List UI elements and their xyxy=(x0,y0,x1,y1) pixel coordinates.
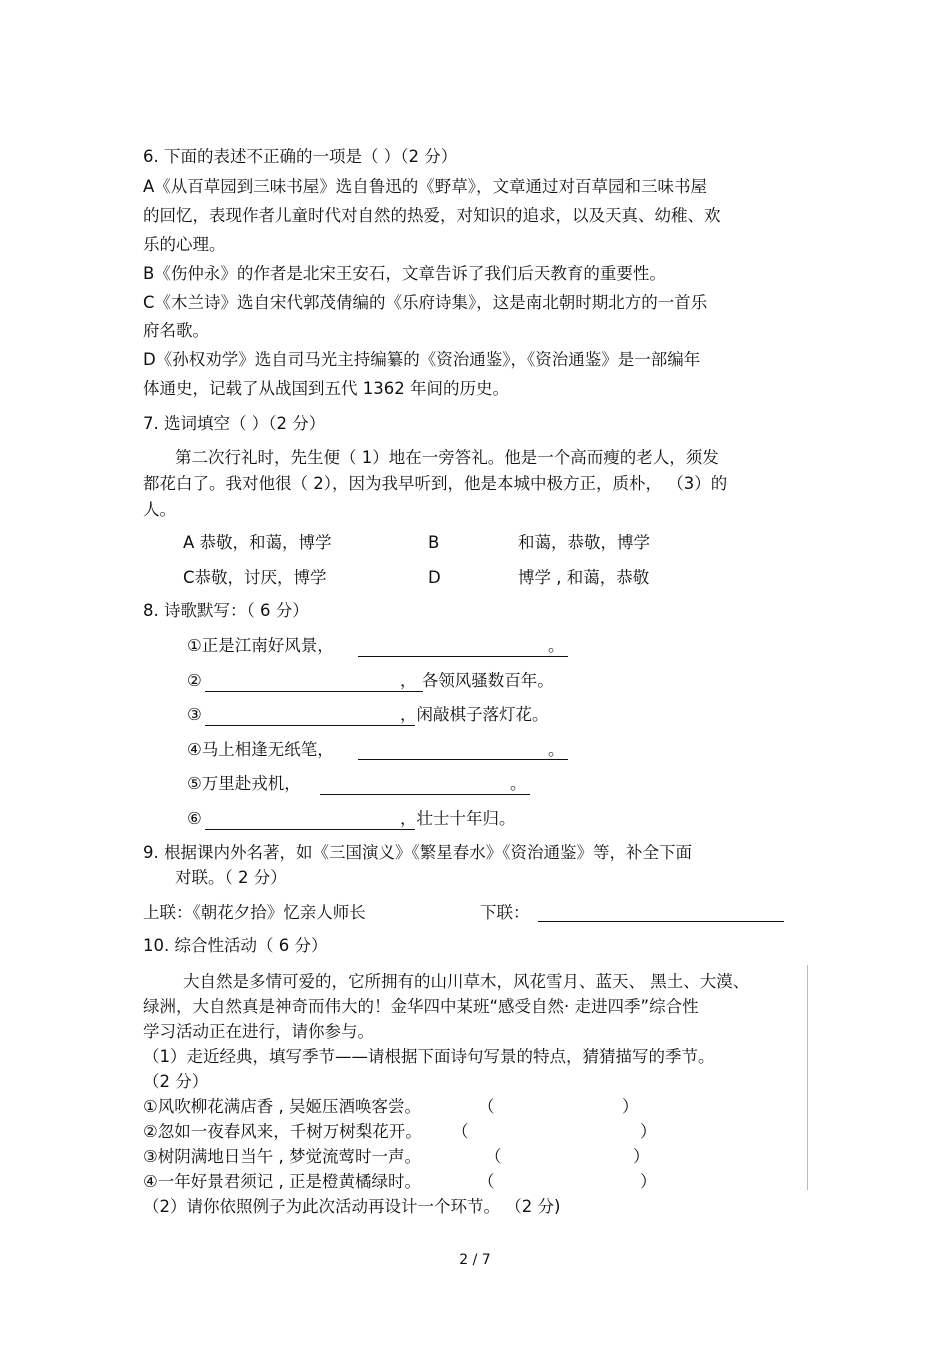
q7-option-d-letter: D xyxy=(428,568,441,587)
q10-item2: ②忽如一夜春风来，千树万树梨花开。 xyxy=(143,1122,422,1141)
q6-option-c-line1: C《木兰诗》选自宋代郭茂倩编的《乐府诗集》，这是南北朝时期北方的一首乐 xyxy=(143,293,708,312)
q8-line4-post: 。 xyxy=(548,740,565,759)
q8-line1-post: 。 xyxy=(548,636,565,655)
q10-item2-close: ） xyxy=(640,1122,657,1141)
q10-item3-close: ） xyxy=(633,1147,650,1166)
q10-sub1-score: （2 分） xyxy=(143,1072,209,1091)
q6-option-a-line2: 的回忆，表现作者儿童时代对自然的热爱，对知识的追求，以及天真、幼稚、欢 xyxy=(143,206,721,225)
q8-line4-pre: ④马上相逢无纸笔， xyxy=(187,740,334,759)
q10-item1-open: （ xyxy=(478,1097,495,1116)
q8-line1-pre: ①正是江南好风景， xyxy=(187,636,334,655)
q8-line6-pre: ⑥ xyxy=(187,809,202,828)
q9-lower-blank[interactable] xyxy=(538,920,784,922)
q8-line5-blank[interactable] xyxy=(320,793,530,795)
q8-stem: 8. 诗歌默写：（ 6 分） xyxy=(143,601,309,620)
q6-option-a-line3: 乐的心理。 xyxy=(143,235,226,254)
q8-line3-pre: ③ xyxy=(187,705,202,724)
q7-option-b-text: 和蔼，恭敬，博学 xyxy=(518,533,650,552)
q6-option-a-line1: A《从百草园到三味书屋》选自鲁迅的《野草》，文章通过对百草园和三味书屋 xyxy=(143,177,708,196)
q10-item1-close: ） xyxy=(622,1097,639,1116)
q8-line3-post: ，闲敲棋子落灯花。 xyxy=(400,705,549,724)
q10-frame-line xyxy=(807,965,808,1190)
q8-line1-blank[interactable] xyxy=(358,655,568,657)
q6-option-d-line2: 体通史，记载了从战国到五代 1362 年间的历史。 xyxy=(143,379,509,398)
q10-item4: ④一年好景君须记 , 正是橙黄橘绿时。 xyxy=(143,1172,422,1191)
q7-option-b-letter: B xyxy=(428,533,440,552)
q7-passage-line2: 都花白了。我对他很（ 2），因为我早听到，他是本城中极方正，质朴， （3）的 xyxy=(143,474,728,493)
q8-line2-pre: ② xyxy=(187,671,202,690)
q9-stem-line2: 对联。（ 2 分） xyxy=(175,868,287,887)
q10-item3-open: （ xyxy=(485,1147,502,1166)
q6-option-b: B《伤仲永》的作者是北宋王安石，文章告诉了我们后天教育的重要性。 xyxy=(143,264,666,283)
q10-item4-open: （ xyxy=(478,1172,495,1191)
q7-option-c: C恭敬，讨厌，博学 xyxy=(183,568,327,587)
q7-option-a: A 恭敬，和蔼，博学 xyxy=(183,533,332,552)
q10-item1: ①风吹柳花满店香 , 吴姬压酒唤客尝。 xyxy=(143,1097,422,1116)
q8-line2-blank[interactable] xyxy=(205,690,423,692)
q10-passage-line2: 绿洲，大自然真是神奇而伟大的！金华四中某班“感受自然· 走进四季”综合性 xyxy=(143,997,699,1016)
q10-item4-close: ） xyxy=(640,1172,657,1191)
q7-passage-line1: 第二次行礼时，先生便（ 1）地在一旁答礼。他是一个高而瘦的老人，须发 xyxy=(175,448,719,467)
q6-option-c-line2: 府名歌。 xyxy=(143,321,209,340)
q7-option-d-text: 博学 , 和蔼，恭敬 xyxy=(518,568,650,587)
q7-stem: 7. 选词填空（ ）（2 分） xyxy=(143,414,326,433)
q10-sub1: （1）走近经典，填写季节——请根据下面诗句写景的特点，猜猜描写的季节。 xyxy=(143,1047,715,1066)
q8-line6-post: ，壮士十年归。 xyxy=(400,809,516,828)
page-number: 2 / 7 xyxy=(459,1252,491,1268)
q8-line5-pre: ⑤万里赴戎机， xyxy=(187,774,301,793)
q10-passage-line1: 大自然是多情可爱的，它所拥有的山川草木，风花雪月、蓝天、 黑土、大漠、 xyxy=(183,972,750,991)
q8-line5-post: 。 xyxy=(510,774,527,793)
q8-line4-blank[interactable] xyxy=(358,758,568,760)
q8-line6-blank[interactable] xyxy=(205,828,415,830)
q10-passage-line3: 学习活动正在进行，请你参与。 xyxy=(143,1022,374,1041)
q10-sub2: （2）请你依照例子为此次活动再设计一个环节。 （2 分) xyxy=(143,1197,561,1216)
q6-stem: 6. 下面的表述不正确的一项是（ ）（2 分） xyxy=(143,147,458,166)
q9-stem: 9. 根据课内外名著，如《三国演义》《繁星春水》《资治通鉴》等，补全下面 xyxy=(143,843,692,862)
q10-item3: ③树阴满地日当午 , 梦觉流莺时一声。 xyxy=(143,1147,422,1166)
q7-passage-line3: 人。 xyxy=(143,500,176,519)
q9-upper-couplet: 上联：《朝花夕拾》忆亲人师长 xyxy=(143,903,366,922)
q9-lower-label: 下联： xyxy=(480,903,530,922)
q8-line3-blank[interactable] xyxy=(205,724,415,726)
q10-stem: 10. 综合性活动（ 6 分） xyxy=(143,936,328,955)
q8-line2-post: ， 各领风骚数百年。 xyxy=(400,671,554,690)
q6-option-d-line1: D《孙权劝学》选自司马光主持编纂的《资治通鉴》，《资治通鉴》是一部编年 xyxy=(143,350,701,369)
q10-item2-open: （ xyxy=(452,1122,469,1141)
